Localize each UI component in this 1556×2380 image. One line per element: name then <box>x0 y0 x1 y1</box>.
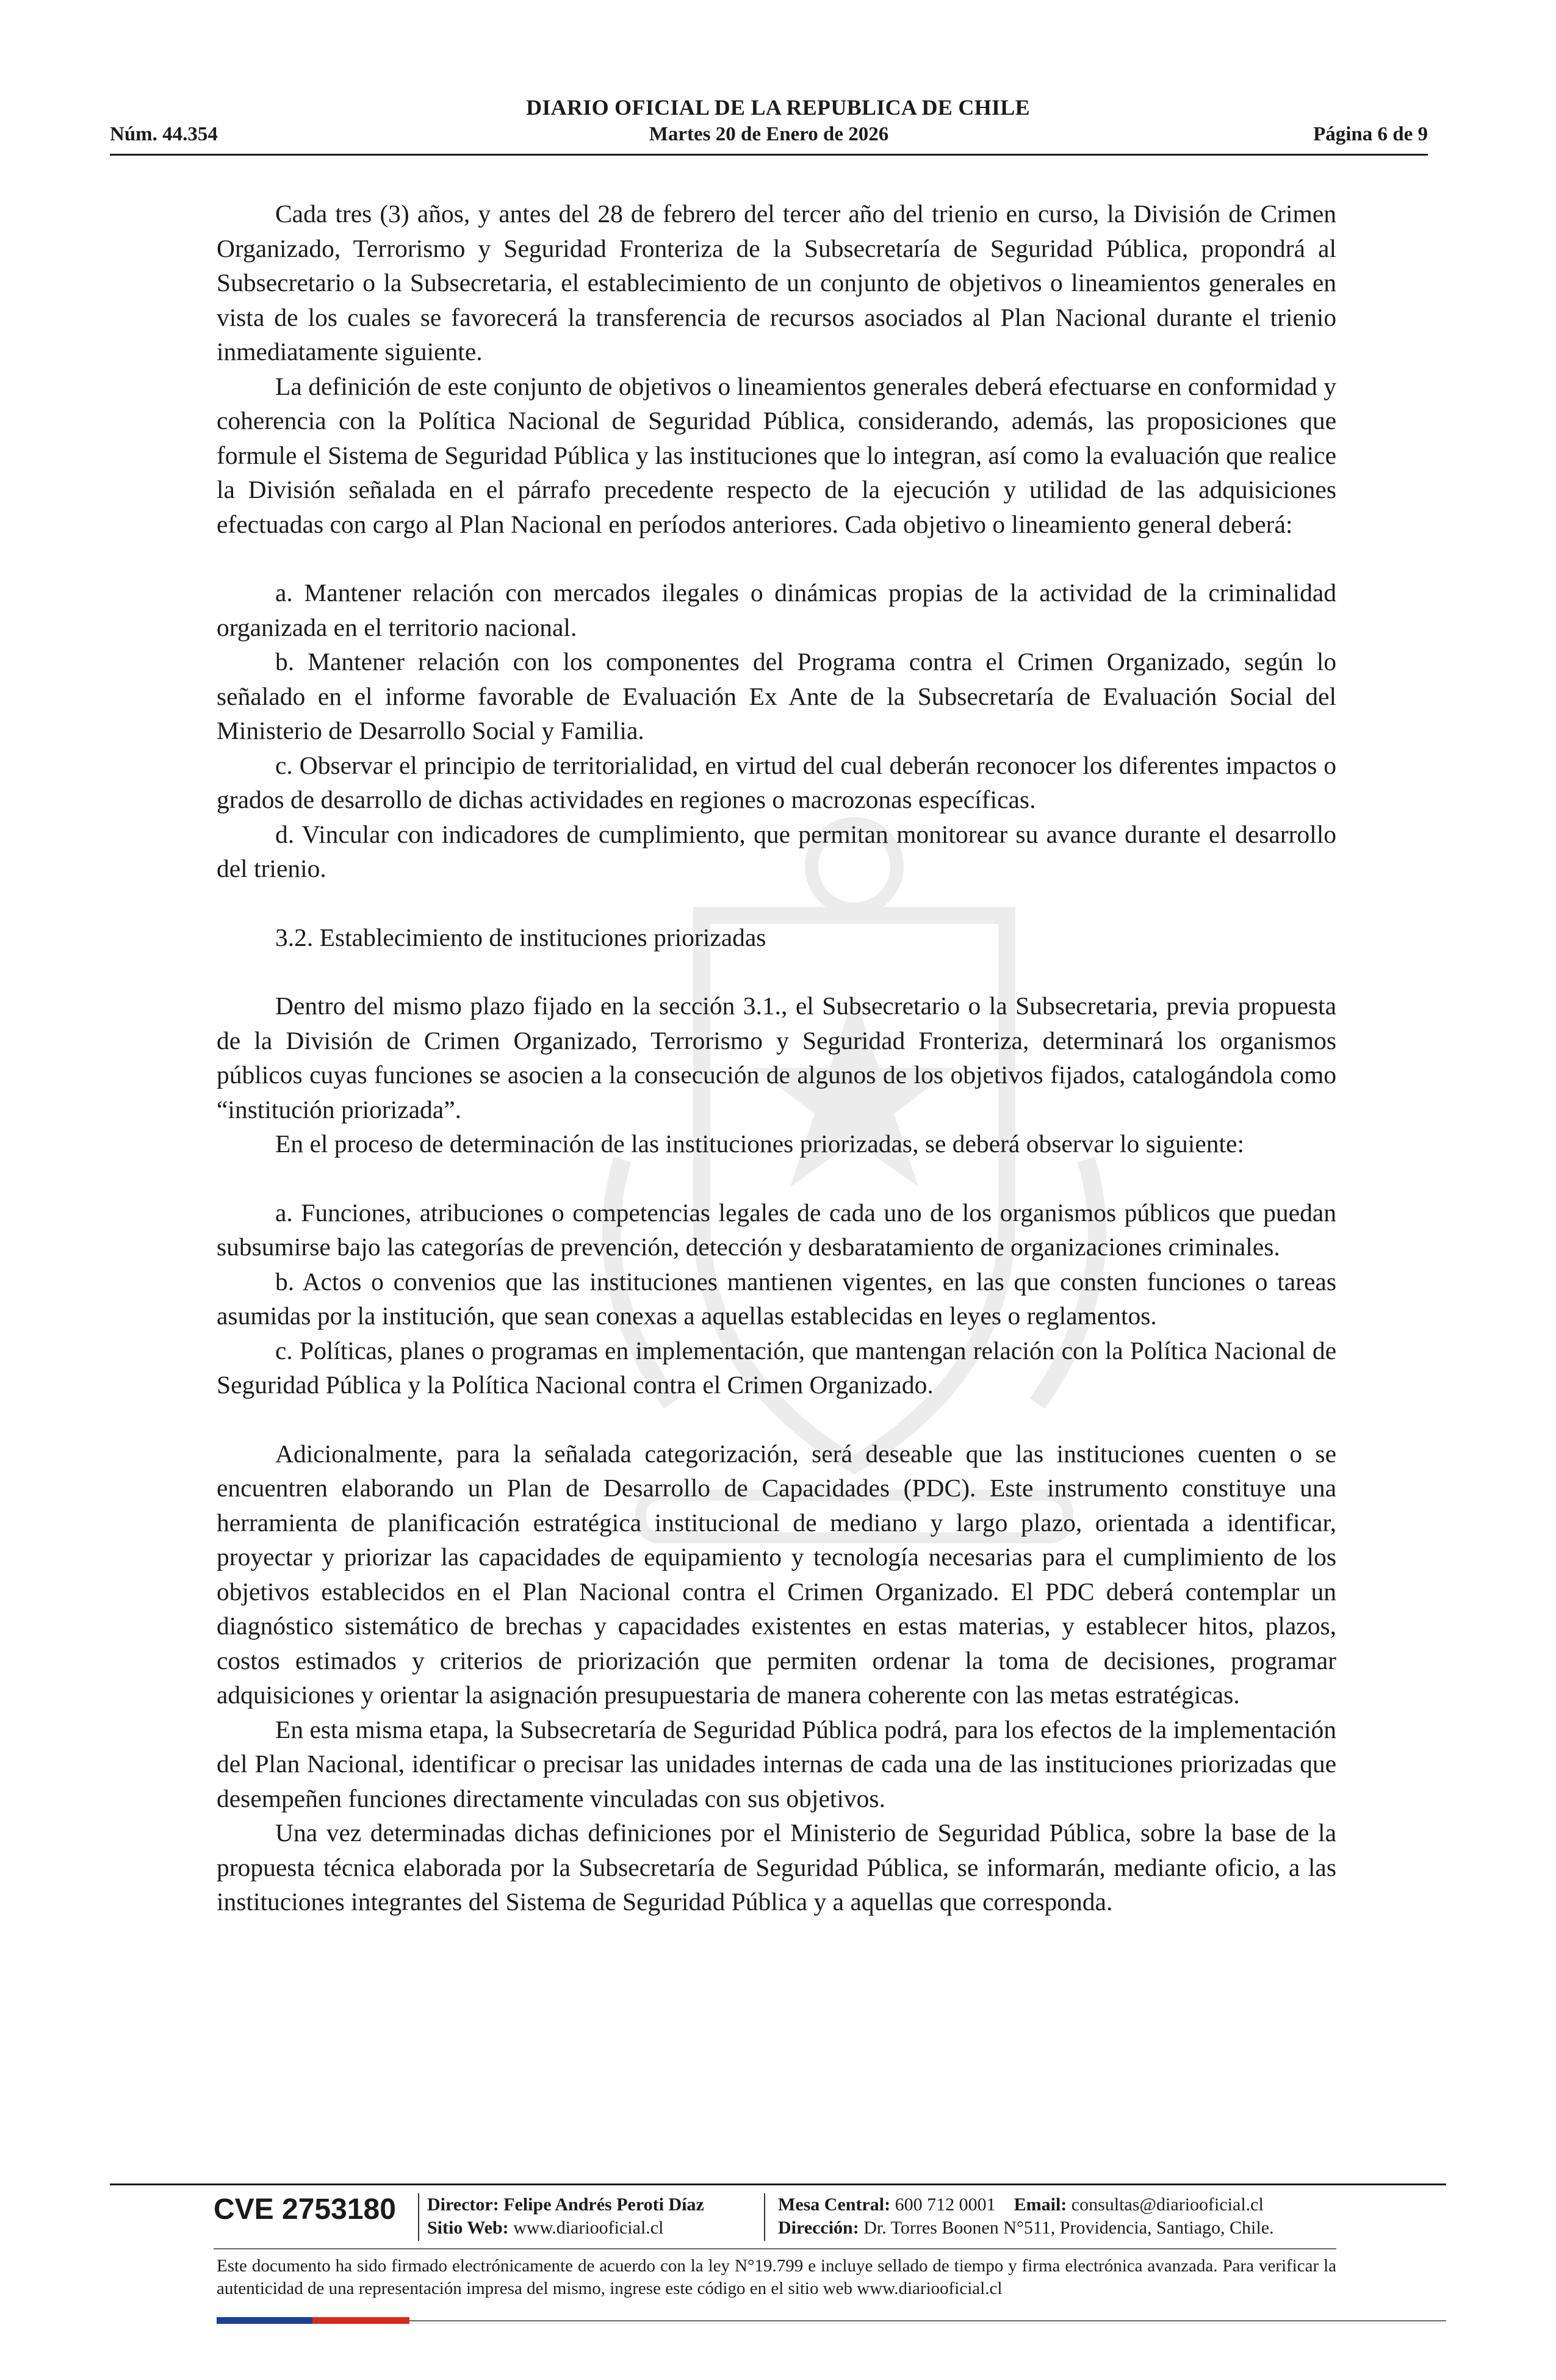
paragraph: En el proceso de determinación de las instituciones priorizadas, se deberá observar lo siguiente: <box>275 1130 1244 1158</box>
email-label: Email: <box>1014 2194 1067 2215</box>
paragraph: Cada tres (3) años, y antes del 28 de febrero del tercer año del trienio en curso, la División de Crimen Organizado, Terrorismo y Seguridad Fronteriza de la Subsecretaría de Seguridad Pública, propondrá al Subsecretario o la Subsecretaria, el establecimiento de un conjunto de objetivos o lineamientos generales en vista de los cuales se favorecerá la transferencia de recursos asociados al Plan Nacional durante el trienio inmediatamente siguiente. <box>217 200 1336 366</box>
signature-note: Este documento ha sido firmado electrónicamente de acuerdo con la ley N°19.799 e incluye sellado de tiempo y firma electrónica avanzada. Para verificar la autenticidad de una representación impresa del mismo, ingrese este código en el sitio web www.diariooficial.cl <box>217 2256 1336 2298</box>
phone-number: 600 712 0001 <box>895 2194 996 2215</box>
gazette-title: DIARIO OFICIAL DE LA REPUBLICA DE CHILE <box>526 95 1030 120</box>
paragraph: La definición de este conjunto de objetivos o lineamientos generales deberá efectuarse en conformidad y coherencia con la Política Nacional de Seguridad Pública, considerando, además, las proposiciones que formule el Sistema de Seguridad Pública y las instituciones que lo integran, así como la evaluación que realice la División señalada en el párrafo precedente respecto de la ejecución y utilidad de las adquisiciones efectuadas con cargo al Plan Nacional en períodos anteriores. Cada objetivo o lineamiento general deberá: <box>217 372 1336 538</box>
paragraph: Una vez determinadas dichas definiciones por el Ministerio de Seguridad Pública, sobre la base de la propuesta técnica elaborada por la Subsecretaría de Seguridad Pública, se informarán, mediante oficio, a las instituciones integrantes del Sistema de Seguridad Pública y a aquellas que corresponda. <box>217 1819 1336 1916</box>
email-link[interactable]: consultas@diariooficial.cl <box>1071 2194 1264 2215</box>
flag-red-segment <box>312 2317 409 2324</box>
header-row <box>110 123 1428 150</box>
list-item: b. Mantener relación con los componentes del Programa contra el Crimen Organizado, según lo señalado en el informe favorable de Evaluación Ex Ante de la Subsecretaría de Evaluación Social del Ministerio de Desarrollo Social y Familia. <box>217 647 1336 745</box>
document-body <box>217 197 1336 1919</box>
paragraph: Dentro del mismo plazo fijado en la sección 3.1., el Subsecretario o la Subsecretaria, previa propuesta de la División de Crimen Organizado, Terrorismo y Seguridad Fronteriza, determinará los organismos públicos cuyas funciones se asocien a la consecución de algunos de los objetivos fijados, catalogándola como “institución priorizada”. <box>217 992 1336 1123</box>
footer-separator <box>418 2193 419 2241</box>
website-link[interactable]: www.diariooficial.cl <box>513 2218 664 2238</box>
list-item: c. Observar el principio de territorialidad, en virtud del cual deberán reconocer los diferentes impactos o grados de desarrollo de dichas actividades en regiones o macrozonas específicas. <box>217 751 1336 813</box>
paragraph: En esta misma etapa, la Subsecretaría de Seguridad Pública podrá, para los efectos de la implementación del Plan Nacional, identificar o precisar las unidades internas de cada una de las instituciones priorizadas que desempeñen funciones directamente vinculadas con sus objetivos. <box>217 1715 1336 1812</box>
cve-code: CVE 2753180 <box>214 2193 396 2226</box>
list-item: c. Políticas, planes o programas en implementación, que mantengan relación con la Política Nacional de Seguridad Pública y la Política Nacional contra el Crimen Organizado. <box>217 1336 1336 1399</box>
flag-blue-segment <box>217 2317 312 2324</box>
address-value: Dr. Torres Boonen N°511, Providencia, Santiago, Chile. <box>863 2218 1274 2238</box>
header-divider <box>110 154 1428 156</box>
director-name: Felipe Andrés Peroti Díaz <box>503 2194 704 2215</box>
list-item: a. Mantener relación con mercados ilegales o dinámicas propias de la actividad de la criminalidad organizada en el territorio nacional. <box>217 579 1336 641</box>
list-item: b. Actos o convenios que las instituciones mantienen vigentes, en las que consten funciones o tareas asumidas por la institución, que sean conexas a aquellas establecidas en leyes o reglamentos. <box>217 1267 1336 1330</box>
footer-separator <box>764 2193 765 2241</box>
website-label: Sitio Web: <box>427 2218 509 2238</box>
section-heading: 3.2. Establecimiento de instituciones priorizadas <box>275 923 766 951</box>
footer-divider-mid <box>214 2248 1336 2249</box>
phone-label: Mesa Central: <box>778 2194 891 2215</box>
director-label: Director: <box>427 2194 499 2215</box>
issue-number: Núm. 44.354 <box>110 123 218 145</box>
list-item: a. Funciones, atribuciones o competencias legales de cada uno de los organismos públicos que puedan subsumirse bajo las categorías de prevención, detección y desbaratamiento de organizaciones criminales. <box>217 1198 1336 1261</box>
list-item: d. Vincular con indicadores de cumplimiento, que permitan monitorear su avance durante el desarrollo del trienio. <box>217 820 1336 882</box>
footer-director-block <box>427 2193 704 2240</box>
address-label: Dirección: <box>778 2218 859 2238</box>
footer-divider-top <box>110 2183 1446 2185</box>
footer-divider-bottom <box>409 2320 1446 2321</box>
flag-color-bar <box>217 2317 409 2324</box>
issue-date: Martes 20 de Enero de 2026 <box>649 123 889 145</box>
page-number: Página 6 de 9 <box>1313 123 1428 145</box>
paragraph: Adicionalmente, para la señalada categorización, será deseable que las instituciones cuenten o se encuentren elaborando un Plan de Desarrollo de Capacidades (PDC). Este instrumento constituye una herramienta de planificación estratégica institucional de mediano y largo plazo, orientada a identificar, proyectar y priorizar las capacidades de equipamiento y tecnología necesarias para el cumplimiento de los objetivos establecidos en el Plan Nacional contra el Crimen Organizado. El PDC deberá contemplar un diagnóstico sistemático de brechas y capacidades existentes en estas materias, y establecer hitos, plazos, costos estimados y criterios de priorización que permiten ordenar la toma de decisiones, programar adquisiciones y orientar la asignación presupuestaria de manera coherente con las metas estratégicas. <box>217 1439 1336 1709</box>
footer-contact-block <box>778 2193 1274 2240</box>
